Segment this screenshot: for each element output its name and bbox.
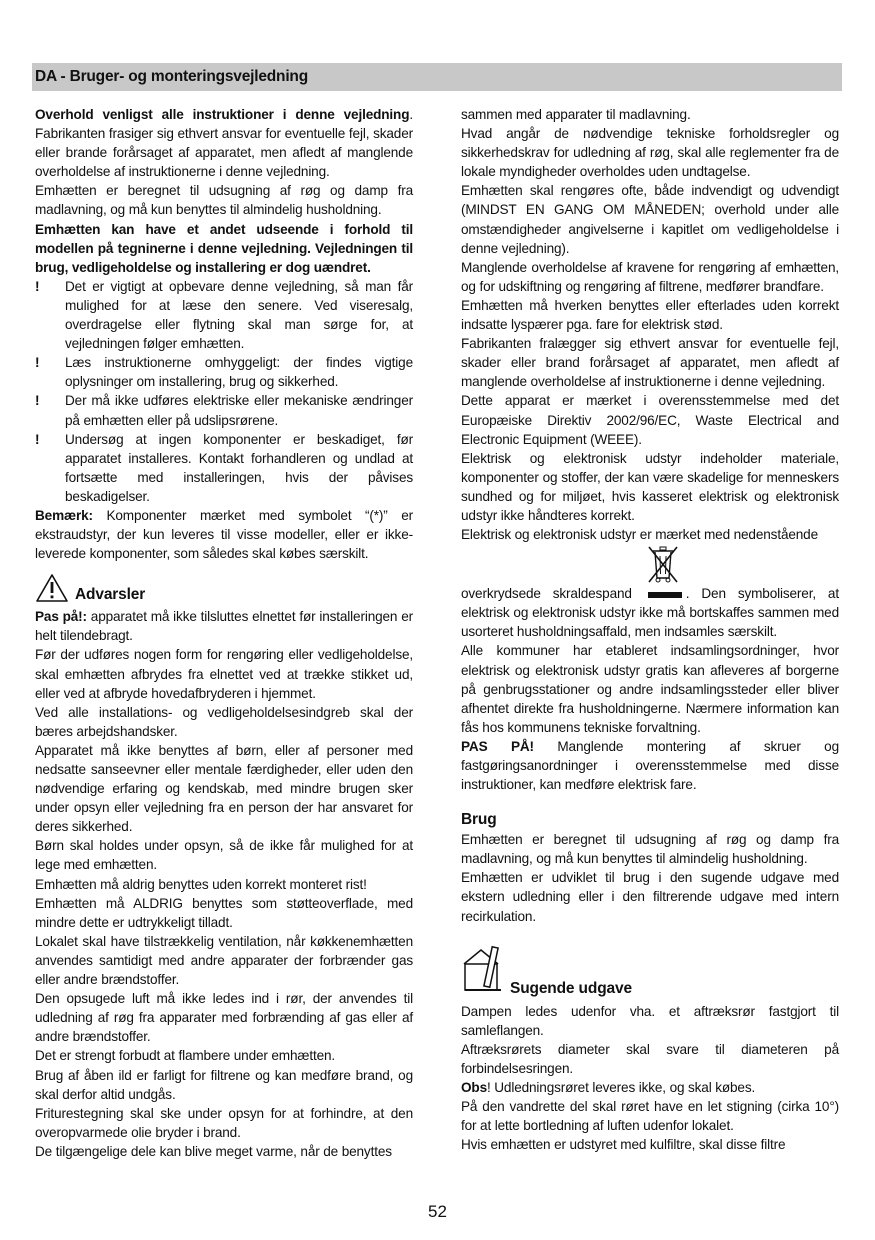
warning-paragraph: Brug af åben ild er farligt for filtrene og kan medføre brand, og skal derfor altid undgås. (35, 1067, 413, 1102)
paragraph: Emhætten er udviklet til brug i den sugende udgave med ekstern udledning eller i den filtrerende udgave med intern recirkulation. (461, 870, 839, 924)
warning-paragraph: Friturestegning skal ske under opsyn for at forhindre, at den overopvarmede olie bryder i brand. (35, 1105, 413, 1140)
warning-paragraph: Ved alle installations- og vedligeholdelsesindgreb skal der bæres arbejdshandsker. (35, 704, 413, 739)
bullet-item: ! Undersøg at ingen komponenter er beskadiget, før apparatet installeres. Kontakt forhandleren og undlad at fortsætte med installeringen, hvis der påvises beskadigelser. (35, 431, 413, 504)
brug-heading: Brug (461, 811, 497, 829)
warning-paragraph: Emhætten må ALDRIG benyttes som støtteoverflade, med mindre dette er udtrykkeligt tilladt. (35, 895, 413, 930)
section-header (32, 63, 842, 91)
paragraph: Emhætten er beregnet til udsugning af røg og damp fra madlavning, og må kun benyttes til almindelig husholdning. (461, 832, 839, 867)
caution-paragraph: Pas på!: apparatet må ikke tilsluttes elnettet før installeringen er helt tilendebragt. (35, 609, 413, 644)
warnings-heading: Advarsler (35, 573, 413, 607)
caution-paragraph: PAS PÅ! Manglende montering af skruer og fastgøringsanordninger i overensstemmelse med disse instruktioner, kan medføre elektrisk fare. (461, 738, 839, 793)
obs-paragraph: Obs! Udledningsrøret leveres ikke, og skal købes. (461, 1080, 756, 1096)
warning-paragraph: Det er strengt forbudt at flambere under emhætten. (35, 1048, 336, 1064)
weee-symbol (461, 544, 839, 584)
bullet-item: ! Det er vigtigt at opbevare denne vejledning, så man får mulighed for at læse den senere. Ved viseresalg, overdragelse eller flytning skal man sørge for, at vejledningen følger emhætten. (35, 278, 413, 352)
bullet-item: ! Læs instruktionerne omhyggeligt: der findes vigtige oplysninger om installering, brug og sikkerhed. (35, 355, 413, 390)
house-duct-icon (461, 944, 507, 994)
paragraph: sammen med apparater til madlavning. (461, 107, 691, 122)
paragraph: Dette apparat er mærket i overensstemmelse med det Europæiske Direktiv 2002/96/EC, Waste Electrical and Electronic Equipment (WEEE). (461, 393, 839, 447)
sugende-heading: Sugende udgave (461, 944, 839, 1002)
paragraph: Emhætten er beregnet til udsugning af røg og damp fra madlavning, og må kun benyttes til almindelig husholdning. (35, 183, 413, 218)
intro-paragraph: Overhold venligst alle instruktioner i denne vejledning. Fabrikanten frasiger sig ethvert ansvar for eventuelle fejl, skader eller brande forårsaget af apparatet, men afledt af manglende overholdelse af instruktionerne i denne vejledning. (35, 107, 413, 180)
weee-bar-icon (648, 592, 682, 598)
weee-paragraph: overkrydsede skraldespand . Den symboliserer, at elektrisk og elektronisk udstyr ikke må bortskaffes sammen med usorteret husholdningsaffald, men indsamles særskilt. (461, 586, 839, 640)
paragraph: På den vandrette del skal røret have en let stigning (cirka 10°) for at lette bortledning af luften udenfor lokalet. (461, 1099, 839, 1134)
warning-icon (35, 573, 69, 603)
warning-paragraph: De tilgængelige dele kan blive meget varme, når de benyttes (35, 1143, 392, 1159)
section-title: DA - Bruger- og monteringsvejledning (35, 68, 308, 85)
model-note: Emhætten kan have et andet udseende i forhold til modellen på tegninerne i denne vejledning. Vejledningen til brug, vedligeholdelse og installering er dog uændret. (35, 221, 413, 275)
warning-paragraph: Lokalet skal have tilstrækkelig ventilation, når køkkenemhætten anvendes samtidigt med andre apparater der forbrænder gas eller andre brændstoffer. (35, 933, 413, 988)
warning-paragraph: Emhætten må aldrig benyttes uden korrekt monteret rist! (35, 876, 367, 892)
paragraph: Manglende overholdelse af kravene for rengøring af emhætten, og for udskiftning og rengøring af filtrene, medfører brandfare. (461, 259, 839, 294)
bullet-item: ! Der må ikke udføres elektriske eller mekaniske ændringer på emhætten eller på udslipsrørene. (35, 393, 413, 428)
paragraph: Hvad angår de nødvendige tekniske forholdsregler og sikkerhedskrav for udledning af røg, skal alle reglementer fra de lokale myndigheder overholdes uden undtagelse. (461, 126, 839, 180)
paragraph: Dampen ledes udenfor vha. et aftræksrør fastgjort til samleflangen. (461, 1003, 839, 1038)
paragraph: Fabrikanten fralægger sig ethvert ansvar for eventuelle fejl, skader eller brand forårsaget af apparatet, men afledt af manglende overholdelse af instruktionerne i denne vejledning. (461, 336, 839, 390)
paragraph: Alle kommuner har etableret indsamlingsordninger, hvor elektrisk og elektronisk udstyr gratis kan afleveres af borgerne på genbrugsstationer og andre indsamlingssteder eller bliver afhentet direkte fra husholdningerne. Nærmere information kan fås hos kommunens tekniske forvaltning. (461, 643, 839, 735)
page-number: 52 (428, 1202, 447, 1221)
right-column (461, 105, 839, 1154)
paragraph: Aftræksrørets diameter skal svare til diameteren på forbindelsesringen. (461, 1041, 839, 1076)
warning-paragraph: Børn skal holdes under opsyn, så de ikke får mulighed for at lege med emhætten. (35, 838, 413, 873)
paragraph: Emhætten skal rengøres ofte, både indvendigt og udvendigt (MINDST EN GANG OM MÅNEDEN; overhold under alle omstændigheder angivelserne i kapitlet om vedligeholdelse i denne vejledning). (461, 183, 839, 256)
note-paragraph: Bemærk: Komponenter mærket med symbolet “(*)” er ekstraudstyr, der kun leveres til visse modeller, eller er ikke-leverede komponenter, som således skal købes særskilt. (35, 507, 413, 562)
paragraph: Hvis emhætten er udstyret med kulfiltre, skal disse filtre (461, 1137, 786, 1153)
paragraph: Elektrisk og elektronisk udstyr er mærket med nedenstående (461, 527, 818, 543)
paragraph: Emhætten må hverken benyttes eller efterlades uden korrekt indsatte lyspærer pga. fare for elektrisk stød. (461, 297, 839, 333)
left-column (35, 105, 413, 1161)
warning-paragraph: Apparatet må ikke benyttes af børn, eller af personer med nedsatte sanseevner eller mentale færdigheder, eller uden den nødvendige erfaring og kendskab, med mindre brugen sker under opsyn eller vejledning fra en person der har ansvaret for deres sikkerhed. (35, 742, 413, 835)
warning-paragraph: Den opsugede luft må ikke ledes ind i rør, der anvendes til udledning af røg fra apparater med forbrænding af gas eller af andre brændstoffer. (35, 991, 413, 1045)
paragraph: Elektrisk og elektronisk udstyr indeholder materiale, komponenter og stoffer, der kan være skadelige for menneskers sundhed og for miljøet, hvis kasseret elektrisk og elektronisk udstyr ikke håndteres korrekt. (461, 450, 839, 523)
warning-paragraph: Før der udføres nogen form for rengøring eller vedligeholdelse, skal emhætten afbrydes fra elnettet ved at trække stikket ud, eller ved at afbryde hovedafbryderen i hjemmet. (35, 647, 413, 701)
crossed-bin-icon (645, 544, 681, 584)
